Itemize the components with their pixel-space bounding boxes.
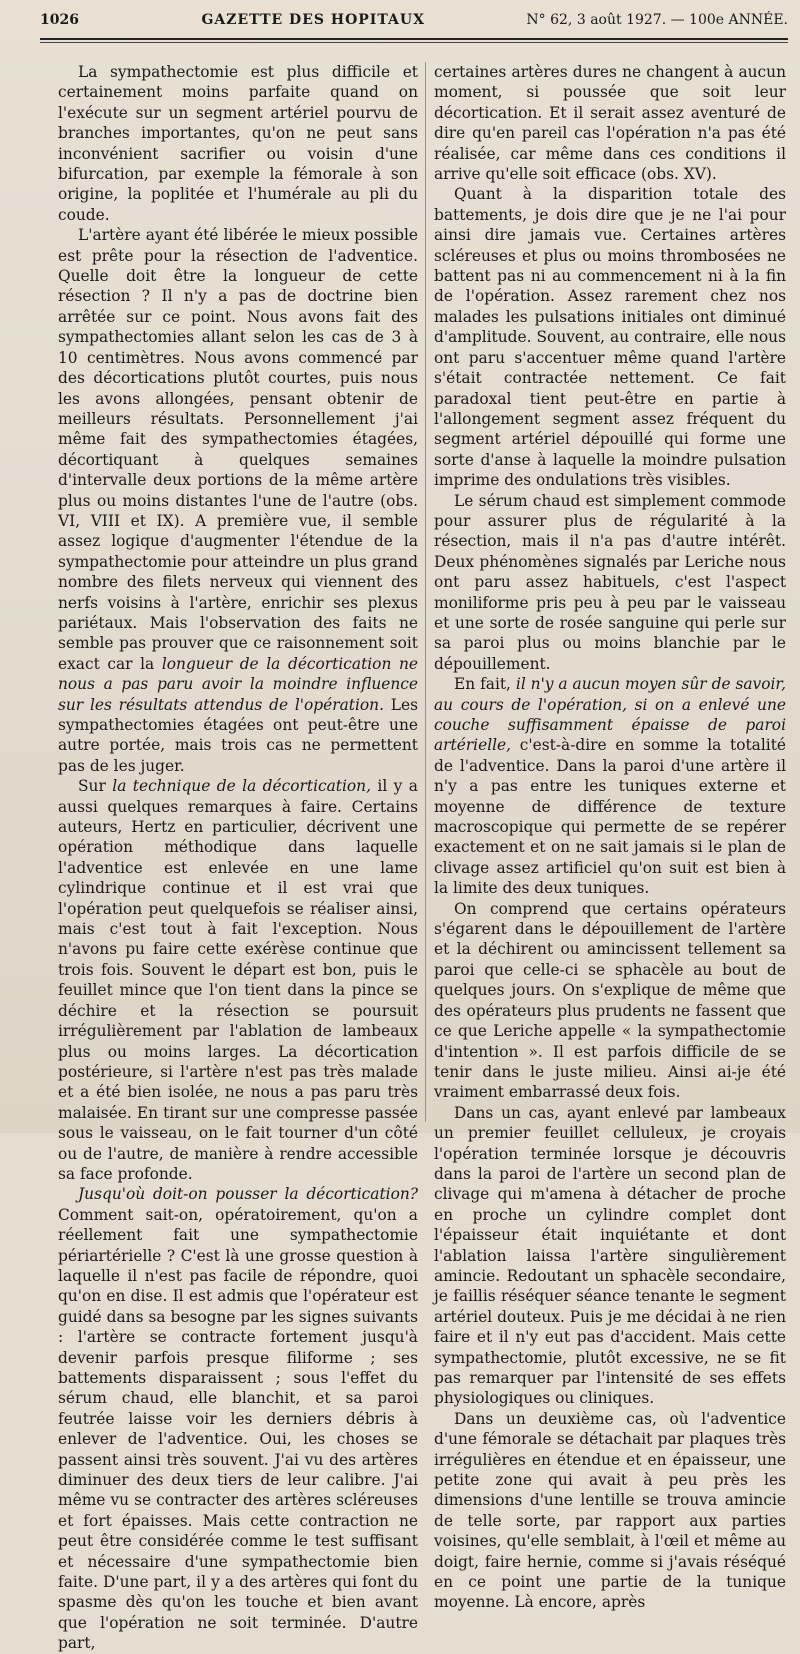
journal-title: GAZETTE DES HOPITAUX <box>201 12 425 28</box>
issue-info: N° 62, 3 août 1927. — 100e ANNÉE. <box>526 12 788 28</box>
paragraph: La sympathectomie est plus difficile et certainement moins parfaite quand on l'exécute sur un segment artériel pourvu de branches importantes, qu'on ne peut sans inconvénient sacrifier ou voisin d'une bifurcation, par exemple la fémorale à son origine, la poplitée et l'humérale au pli du coude. <box>58 63 418 224</box>
emphasis-text: Jusqu'où doit-on pousser la décortication? <box>78 1185 418 1204</box>
paragraph-text: Comment sait-on, opératoirement, qu'on a réellement fait une sympathectomie périartérielle ? C'est là une grosse question à laquelle il n'est pas facile de répondre, quoi qu'on en dise. Il est admis que l'opérateur est guidé dans sa besogne par les signes suivants : l'artère se contracte fortement jusqu'à devenir parfois presque filiforme ; ses battements disparaissent ; sous l'effet du sérum chaud, elle blanchit, et sa paroi feutrée laisse voir les derniers débris à enlever de l'adventice. Oui, les choses se passent ainsi très souvent. J'ai vu des artères diminuer des deux tiers de leur calibre. J'ai même vu se contracter des artères scléreuses et fort épaisses. Mais cette contraction ne peut être considérée comme le test suffisant et nécessaire d'une sympathectomie bien faite. D'une part, il y a des artères qui font du spasme dès qu'on les touche et bien avant que l'opération ne soit terminée. D'autre part, <box>58 1205 418 1653</box>
paragraph: Dans un deuxième cas, où l'adventice d'une fémorale se détachait par plaques très irrégulières en étendue et en épaisseur, une petite zone qui avait à peu près les dimensions d'une lentille se trouva amincie de telle sorte, par rapport aux parties voisines, qu'elle semblait, à l'œil et même au doigt, faire hernie, comme si j'avais réséqué en ce point une partie de la tunique moyenne. Là encore, après <box>434 1409 786 1612</box>
paragraph-text: En fait, <box>454 675 511 694</box>
paragraph-text: il y a aussi quelques remarques à faire. Certains auteurs, Hertz en particulier, décrivent une opération méthodique dans laquelle l'adventice est enlevée en une lame cylindrique continue et il est vrai que l'opération peut quelquefois se réaliser ainsi, mais c'est tout à fait l'exception. Nous n'avons pu faire cette exérèse continue que trois fois. Souvent le départ est bon, puis le feuillet mince que l'on tient dans la pince se déchire et la résection se poursuit irrégulièrement par l'ablation de lambeaux plus ou moins larges. La décortication postérieure, si l'artère n'est pas très malade et a été bien isolée, ne nous a pas paru très malaisée. En tirant sur une compresse passée sous le vaisseau, on le fait tourner d'un côté ou de l'autre, de manière à rendre accessible sa face profonde. <box>58 777 418 1183</box>
paragraph: Dans un cas, ayant enlevé par lambeaux un premier feuillet celluleux, je croyais l'opération terminée lorsque je découvris dans la paroi de l'artère un second plan de clivage qui m'amena à détacher de proche en proche un cylindre complet dont l'épaisseur était inquiétante et dont l'ablation laissa l'artère singulièrement amincie. Redoutant un sphacèle secondaire, je faillis réséquer séance tenante le segment artériel douteux. Puis je me décidai à ne rien faire et il n'y eut pas d'accident. Mais cette sympathectomie, plutôt excessive, ne se fit pas remarquer par l'intensité de ses effets physiologiques ou cliniques. <box>434 1103 786 1408</box>
paragraph <box>58 1184 418 1653</box>
paragraph <box>434 674 786 898</box>
header-rule-thick <box>40 38 788 40</box>
page-number: 1026 <box>40 12 79 28</box>
header-rule-thin <box>40 42 788 43</box>
paragraph-text: L'artère ayant été libérée le mieux possible est prête pour la résection de l'adventice. Quelle doit être la longueur de cette résection ? Il n'y a pas de doctrine bien arrêtée sur ce point. Nous avons fait des sympathectomies allant selon les cas de 3 à 10 centimètres. Nous avons commencé par des décortications plutôt courtes, puis nous les avons allongées, pensant obtenir de meilleurs résultats. Personnellement j'ai même fait des sympathectomies étagées, décortiquant à quelques semaines d'intervalle deux portions de la même artère plus ou moins distantes l'une de l'autre (obs. VI, VIII et IX). A première vue, il semble assez logique d'augmenter l'étendue de la sympathectomie pour atteindre un plus grand nombre des filets nerveux qui viennent des nerfs voisins à l'artère, enrichir ses plexus pariétaux. Mais l'observation des faits ne semble pas prouver que ce raisonnement soit exact car la <box>58 226 418 673</box>
page-header <box>40 12 788 38</box>
paragraph <box>58 225 418 776</box>
paragraph: certaines artères dures ne changent à aucun moment, si poussée que soit leur décortication. Et il serait assez aventuré de dire qu'en pareil cas l'opération n'a pas été réalisée, car même dans ces conditions il arrive qu'elle soit efficace (obs. XV). <box>434 63 786 184</box>
paragraph-text: Sur <box>78 777 106 796</box>
paragraph <box>58 776 418 1184</box>
paragraph: Quant à la disparition totale des battements, je dois dire que je ne l'ai pour ainsi dire jamais vue. Certaines artères scléreuses et plus ou moins thrombosées ne battent pas ni au commencement ni à la fin de l'opération. Assez rarement chez nos malades les pulsations initiales ont diminué d'amplitude. Souvent, au contraire, elle nous ont paru s'accentuer même quand l'artère s'était contractée nettement. Ce fait paradoxal tient peut-être en partie à l'allongement segment assez fréquent du segment artériel dépouillé qui forme une sorte d'anse à laquelle la moindre pulsation imprime des ondulations très visibles. <box>434 185 786 490</box>
column-divider <box>425 62 426 1122</box>
emphasis-text: la technique de la décortication, <box>112 777 371 796</box>
right-column <box>434 62 786 1612</box>
emphasis-text: il n'y a aucun moyen sûr de savoir, au cours de l'opération, si on a enlevé une couche suffisamment épaisse de paroi artérielle, <box>434 675 786 755</box>
paragraph: Le sérum chaud est simplement commode pour assurer plus de régularité à la résection, mais il n'a pas d'autre intérêt. Deux phénomènes signalés par Leriche nous ont paru assez habituels, c'est l'aspect moniliforme pris peu à peu par le vaisseau et une sorte de rosée sanguine qui perle sur sa paroi plus ou moins blanchie par le dépouillement. <box>434 491 786 673</box>
paragraph-text: c'est-à-dire en somme la totalité de l'adventice. Dans la paroi d'une artère il n'y a pas entre les tuniques externe et moyenne de différence de texture macroscopique qui permette de se repérer exactement et on ne sait jamais si le plan de clivage assez artificiel qu'on suit est bien à la limite des deux tuniques. <box>434 736 786 898</box>
paragraph-text: Les sympathectomies étagées ont peut-être une autre portée, mais trois cas ne permettent pas de les juger. <box>58 695 418 775</box>
emphasis-text: longueur de la décortication ne nous a pas paru avoir la moindre influence sur les résultats attendus de l'opération. <box>58 654 418 714</box>
paragraph: On comprend que certains opérateurs s'égarent dans le dépouillement de l'artère et la déchirent ou amincissent tellement sa paroi que celle-ci se sphacèle au bout de quelques jours. On s'explique de même que des opérateurs plus prudents ne fassent que ce que Leriche appelle « la sympathectomie d'intention ». Il est parfois difficile de se tenir dans le juste milieu. Ainsi ai-je été vraiment embarrassé deux fois. <box>434 899 786 1102</box>
left-column <box>58 62 418 1653</box>
